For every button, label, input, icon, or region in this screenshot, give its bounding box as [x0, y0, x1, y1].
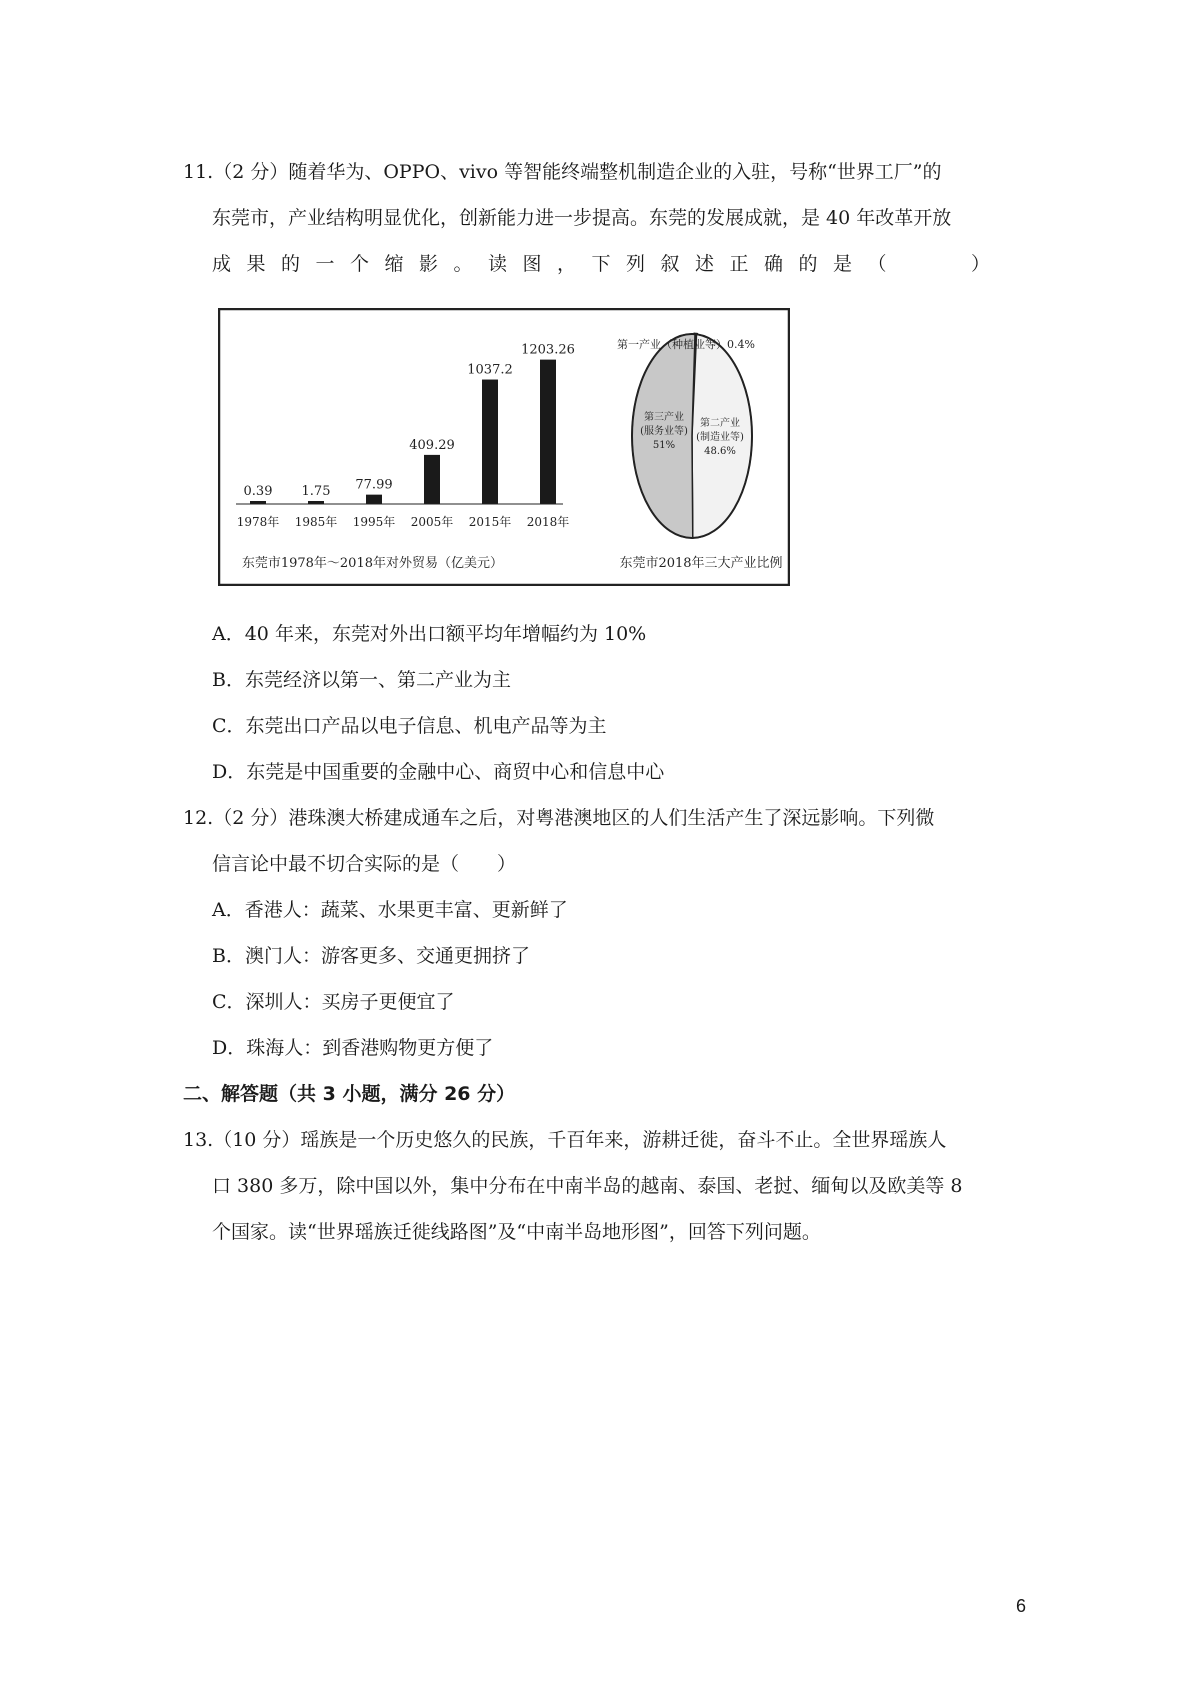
q12-option-d: D．珠海人：到香港购物更方便了	[212, 1037, 494, 1059]
figure-svg	[218, 308, 790, 586]
q11-option-c: C．东莞出口产品以电子信息、机电产品等为主	[212, 715, 607, 737]
bar-category-label: 1995年	[352, 515, 396, 529]
pie-label-secondary-name: 第二产业	[700, 418, 740, 429]
pie-label-primary: 第一产业（种植业等）0.4%	[617, 338, 755, 351]
section-2-title: 二、解答题（共 3 小题，满分 26 分）	[183, 1083, 516, 1105]
q12-option-b: B．澳门人：游客更多、交通更拥挤了	[212, 945, 530, 967]
pie-label-tertiary-name: 第三产业	[644, 412, 684, 423]
q11-option-d: D．东莞是中国重要的金融中心、商贸中心和信息中心	[212, 761, 665, 783]
bar-category-label: 1978年	[236, 515, 280, 529]
q12-option-a: A．香港人：蔬菜、水果更丰富、更新鲜了	[212, 899, 568, 921]
q13-line-2: 口 380 多万，除中国以外，集中分布在中南半岛的越南、泰国、老挝、缅甸以及欧美等 8	[212, 1175, 963, 1197]
page-number: 6	[1016, 1596, 1027, 1616]
q11-line-3: 成果的一个缩影。读图，下列叙述正确的是（ ）	[212, 253, 1006, 275]
pie-label-tertiary-value: 51%	[652, 440, 676, 451]
bar-category-label: 2015年	[468, 515, 512, 529]
bar-2018年	[540, 360, 556, 504]
q11-line-2: 东莞市，产业结构明显优化，创新能力进一步提高。东莞的发展成就，是 40 年改革开放	[212, 207, 952, 229]
pie-label-secondary-type: (制造业等)	[696, 432, 744, 443]
pie-label-tertiary-type: (服务业等)	[640, 426, 688, 437]
q11-option-a: A．40 年来，东莞对外出口额平均年增幅约为 10%	[212, 623, 647, 645]
trade-and-industry-figure	[218, 308, 790, 586]
bar-value-label: 1203.26	[521, 342, 575, 358]
q13-line-1: 13.（10 分）瑶族是一个历史悠久的民族，千百年来，游耕迁徙，奋斗不止。全世界瑶族人	[183, 1129, 947, 1151]
bar-value-label: 409.29	[409, 437, 455, 453]
bar-chart-caption: 东莞市1978年～2018年对外贸易（亿美元）	[241, 556, 503, 571]
bar-value-label: 1037.2	[467, 362, 513, 378]
bar-value-label: 77.99	[355, 477, 393, 493]
pie-label-secondary-value: 48.6%	[704, 446, 736, 457]
q12-option-c: C．深圳人：买房子更便宜了	[212, 991, 455, 1013]
q12-line-1: 12.（2 分）港珠澳大桥建成通车之后，对粤港澳地区的人们生活产生了深远影响。下列微	[183, 807, 935, 829]
q11-line-1: 11.（2 分）随着华为、OPPO、vivo 等智能终端整机制造企业的入驻，号称“世界工厂”的	[183, 161, 942, 183]
bar-category-label: 2018年	[526, 515, 570, 529]
bar-1995年	[366, 495, 382, 504]
bar-category-label: 1985年	[294, 515, 338, 529]
bar-2015年	[482, 380, 498, 504]
q12-line-2: 信言论中最不切合实际的是（ ）	[212, 853, 517, 875]
bar-value-label: 1.75	[301, 484, 331, 499]
pie-chart-caption: 东莞市2018年三大产业比例	[619, 556, 783, 571]
bar-value-label: 0.39	[243, 484, 273, 499]
bar-category-label: 2005年	[410, 515, 454, 529]
q11-option-b: B．东莞经济以第一、第二产业为主	[212, 669, 511, 691]
q13-line-3: 个国家。读“世界瑶族迁徙线路图”及“中南半岛地形图”，回答下列问题。	[212, 1221, 821, 1243]
bar-2005年	[424, 455, 440, 504]
